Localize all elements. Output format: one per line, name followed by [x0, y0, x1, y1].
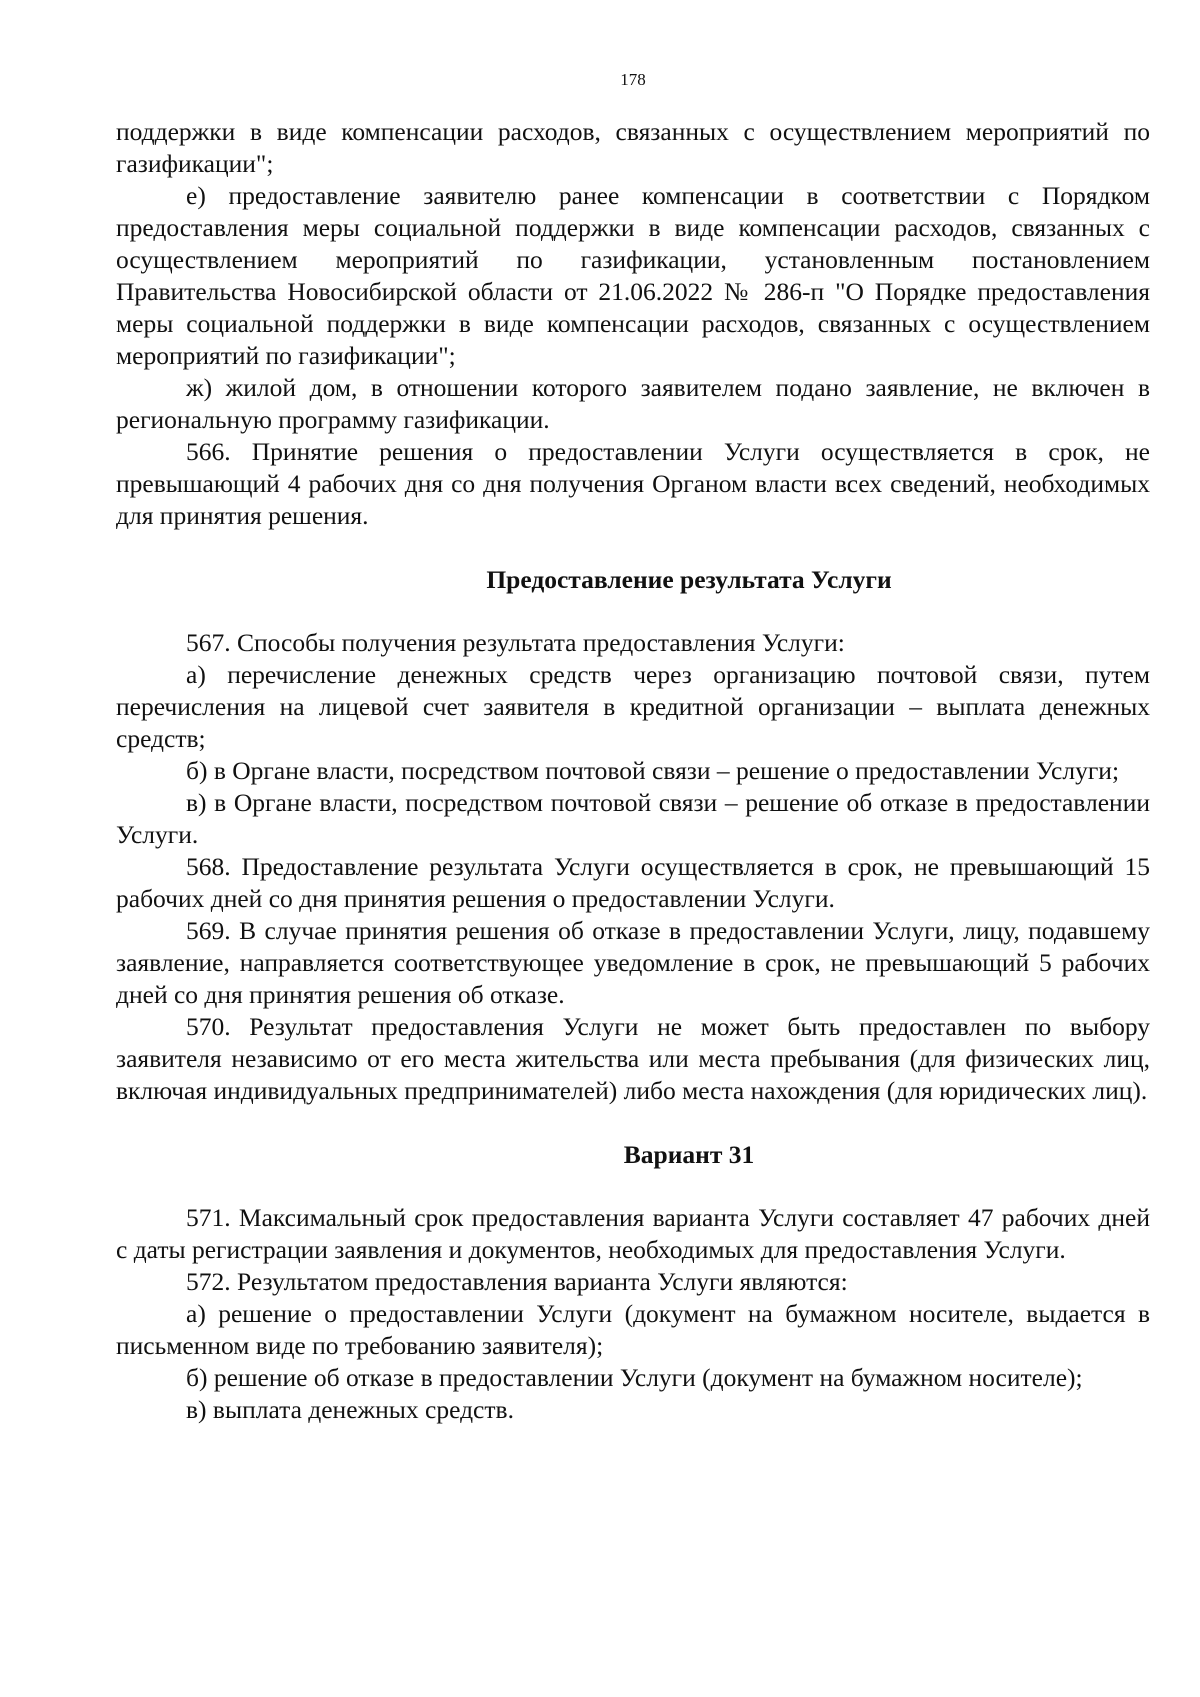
- paragraph-571: 571. Максимальный срок предоставления варианта Услуги составляет 47 рабочих дней с даты регистрации заявления и документов, необходимых для предоставления Услуги.: [116, 1203, 1150, 1264]
- paragraph-item-e: е) предоставление заявителю ранее компенсации в соответствии с Порядком предоставления меры социальной поддержки в виде компенсации расходов, связанных с осуществлением мероприятий по газификации, установленным постановлением Правительства Новосибирской области от 21.06.2022 № 286-п "О Порядке предоставления меры социальной поддержки в виде компенсации расходов, связанных с осуществлением мероприятий по газификации";: [116, 181, 1150, 370]
- paragraph-572-a: а) решение о предоставлении Услуги (документ на бумажном носителе, выдается в письменном виде по требованию заявителя);: [116, 1299, 1150, 1360]
- paragraph-item-zh: ж) жилой дом, в отношении которого заявителем подано заявление, не включен в региональную программу газификации.: [116, 373, 1150, 434]
- paragraph-572-v: в) выплата денежных средств.: [186, 1395, 514, 1424]
- spacer: [116, 532, 1150, 564]
- paragraph-567: 567. Способы получения результата предоставления Услуги:: [186, 628, 845, 657]
- paragraph-567-b: б) в Органе власти, посредством почтовой связи – решение о предоставлении Услуги;: [186, 756, 1120, 785]
- paragraph-572-b: б) решение об отказе в предоставлении Услуги (документ на бумажном носителе);: [186, 1363, 1083, 1392]
- paragraph-continuation: поддержки в виде компенсации расходов, связанных с осуществлением мероприятий по газификации";: [116, 117, 1150, 178]
- paragraph-567-a: а) перечисление денежных средств через организацию почтовой связи, путем перечисления на лицевой счет заявителя в кредитной организации – выплата денежных средств;: [116, 660, 1150, 753]
- page-number: 178: [620, 70, 646, 89]
- paragraph-570: 570. Результат предоставления Услуги не может быть предоставлен по выбору заявителя независимо от его места жительства или места пребывания (для физических лиц, включая индивидуальных предпринимателей) либо места нахождения (для юридических лиц).: [116, 1012, 1150, 1105]
- section-heading-result: Предоставление результата Услуги: [486, 565, 892, 594]
- spacer: [116, 1107, 1150, 1139]
- paragraph-568: 568. Предоставление результата Услуги осуществляется в срок, не превышающий 15 рабочих дней со дня принятия решения о предоставлении Услуги.: [116, 852, 1150, 913]
- paragraph-566: 566. Принятие решения о предоставлении Услуги осуществляется в срок, не превышающий 4 рабочих дня со дня получения Органом власти всех сведений, необходимых для принятия решения.: [116, 437, 1150, 530]
- section-heading-variant-31: Вариант 31: [623, 1140, 755, 1169]
- spacer: [116, 596, 1150, 627]
- paragraph-569: 569. В случае принятия решения об отказе в предоставлении Услуги, лицу, подавшему заявление, направляется соответствующее уведомление в срок, не превышающий 5 рабочих дней со дня принятия решения об отказе.: [116, 916, 1150, 1009]
- spacer: [116, 1171, 1150, 1202]
- document-body: [116, 116, 1150, 1426]
- paragraph-567-v: в) в Органе власти, посредством почтовой связи – решение об отказе в предоставлении Услуги.: [116, 788, 1150, 849]
- paragraph-572: 572. Результатом предоставления варианта Услуги являются:: [186, 1267, 848, 1296]
